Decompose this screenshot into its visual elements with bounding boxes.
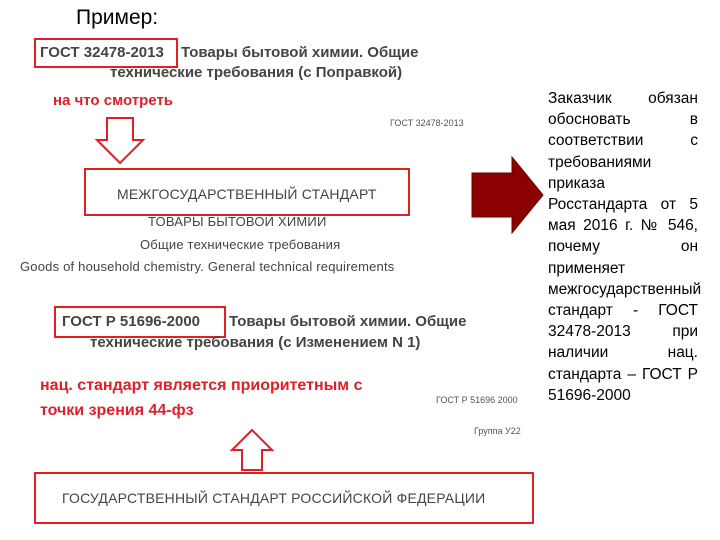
gost-subtitle-2: технические требования (с Изменением N 1) <box>90 334 421 351</box>
gost-title-2: Товары бытовой химии. Общие <box>229 313 467 330</box>
standard-heading-1: МЕЖГОСУДАРСТВЕННЫЙ СТАНДАРТ <box>117 186 377 202</box>
requirements-1: Общие технические требования <box>140 237 341 252</box>
caption-what-to-look: на что смотреть <box>53 92 174 109</box>
product-name-1: ТОВАРЫ БЫТОВОЙ ХИМИИ <box>148 214 327 229</box>
up-arrow-outline-icon <box>230 428 274 472</box>
caption-priority-line1: нац. стандарт является приоритетным с <box>40 377 363 394</box>
group-label: Группа У22 <box>474 426 521 436</box>
down-arrow-outline-icon <box>95 118 145 166</box>
page-title: Пример: <box>76 6 159 29</box>
right-arrow-icon <box>470 155 545 235</box>
explanation-text: Заказчик обязан обосновать в соответствии с требованиями приказа Росстандарта от 5 мая 2016 г. № 546, почему он применяет межгосударственный стандарт - ГОСТ 32478-2013 при наличии нац. стандарта – ГОСТ Р 51696-2000 <box>548 90 702 404</box>
standard-heading-2: ГОСУДАРСТВЕННЫЙ СТАНДАРТ РОССИЙСКОЙ ФЕДЕРАЦИИ <box>62 490 486 506</box>
caption-priority-line2: точки зрения 44-фз <box>40 402 194 419</box>
gost-code-2: ГОСТ Р 51696-2000 <box>62 313 201 330</box>
gost-subtitle-1: технические требования (с Поправкой) <box>110 64 403 81</box>
small-code-1: ГОСТ 32478-2013 <box>390 118 464 128</box>
gost-title-1: Товары бытовой химии. Общие <box>181 44 419 61</box>
small-code-2: ГОСТ Р 51696 2000 <box>436 395 518 405</box>
english-title-1: Goods of household chemistry. General technical requirements <box>20 259 395 274</box>
gost-code-1: ГОСТ 32478-2013 <box>40 44 164 61</box>
